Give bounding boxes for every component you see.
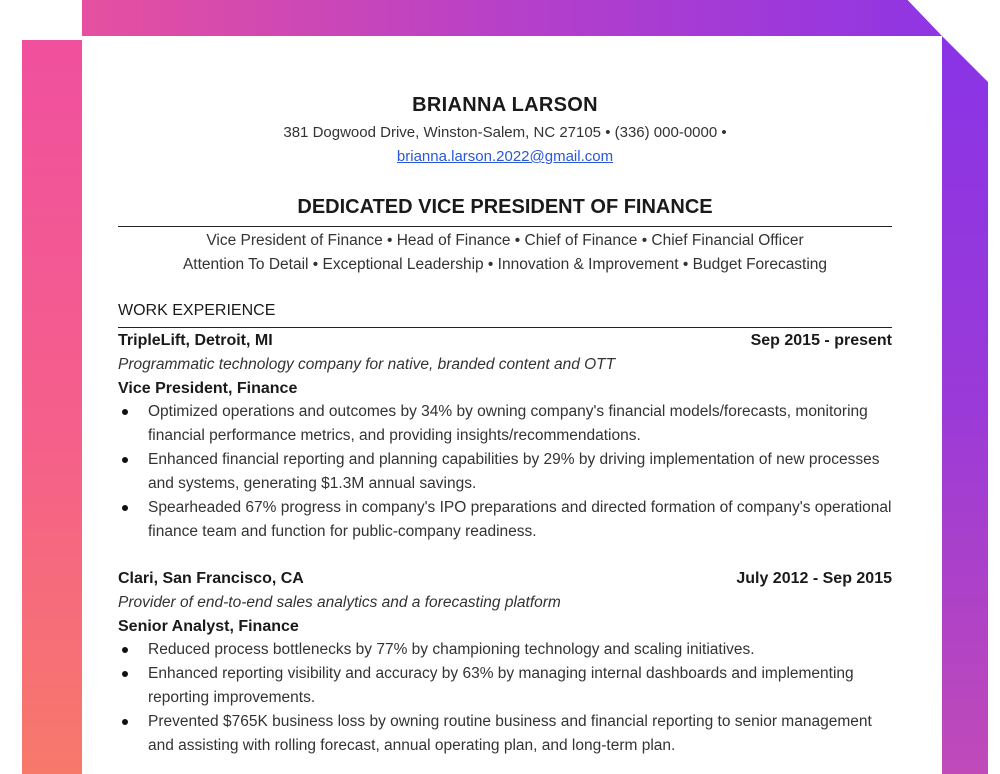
decorative-gradient-right (942, 36, 988, 774)
resume-headline: DEDICATED VICE PRESIDENT OF FINANCE (297, 196, 713, 218)
job-title: Vice President, Finance (118, 380, 298, 397)
email-link[interactable]: brianna.larson.2022@gmail.com (396, 148, 614, 165)
job-description: Provider of end-to-end sales analytics and a forecasting platform (118, 594, 561, 611)
job-title: Senior Analyst, Finance (118, 618, 299, 635)
list-item: Reduced process bottlenecks by 77% by championing technology and scaling initiatives. (118, 638, 892, 662)
job-dates: July 2012 - Sep 2015 (736, 570, 892, 587)
job-company: Clari, San Francisco, CA (118, 570, 304, 587)
list-item: Prevented $765K business loss by owning routine business and financial reporting to senior management and assisting with rolling forecast, annual operating plan, and long-term plan. (118, 710, 892, 758)
job-bullets (118, 400, 892, 544)
list-item: Enhanced reporting visibility and accuracy by 63% by managing internal dashboards and implementing reporting improvements. (118, 662, 892, 710)
list-item: Enhanced financial reporting and planning capabilities by 29% by driving implementation of new processes and systems, generating $1.3M annual savings. (118, 448, 892, 496)
job-bullets (118, 638, 892, 758)
job-description: Programmatic technology company for native, branded content and OTT (118, 356, 616, 373)
candidate-name: BRIANNA LARSON (412, 94, 598, 116)
job-header (118, 332, 892, 350)
list-item: Optimized operations and outcomes by 34% by owning company's financial models/forecasts, monitoring financial performance metrics, and providing insights/recommendations. (118, 400, 892, 448)
job-header (118, 570, 892, 588)
section-divider (118, 327, 892, 328)
tagline-skills: Attention To Detail • Exceptional Leadership • Innovation & Improvement • Budget Forecasting (182, 256, 828, 273)
decorative-gradient-left (22, 40, 82, 774)
job-company: TripleLift, Detroit, MI (118, 332, 273, 349)
job-dates: Sep 2015 - present (750, 332, 892, 349)
headline-divider (118, 226, 892, 227)
decorative-gradient-top (82, 0, 942, 36)
section-title-work-experience: WORK EXPERIENCE (118, 302, 276, 319)
contact-email (118, 148, 892, 165)
tagline-titles: Vice President of Finance • Head of Finance • Chief of Finance • Chief Financial Officer (206, 232, 804, 249)
list-item: Spearheaded 67% progress in company's IPO preparations and directed formation of company's operational finance team and function for public-company readiness. (118, 496, 892, 544)
contact-address: 381 Dogwood Drive, Winston-Salem, NC 27105 • (336) 000-0000 • (283, 124, 727, 141)
